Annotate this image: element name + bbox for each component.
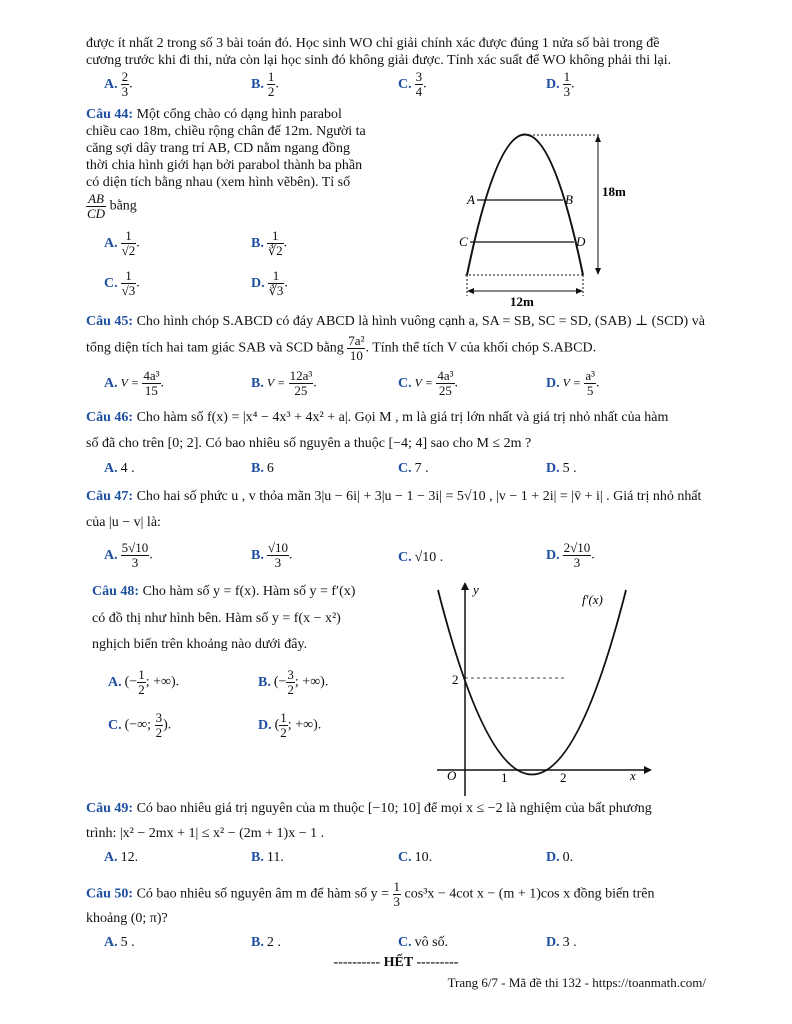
label-height: 18m [602, 184, 626, 199]
fprime-curve [438, 590, 626, 775]
q49-option-b: B. 11. [251, 850, 284, 865]
label-c: C [459, 234, 468, 249]
q48-option-b: B. (− $\frac{3}{2}$ ; +∞). [258, 667, 329, 697]
q45-option-a: A. V = $\frac{\text{4a³}}{15}$ . [104, 368, 165, 398]
intro-option-d: D. $\frac{1}{3}$ . [546, 69, 575, 99]
q44-label: Câu 44: [86, 107, 134, 122]
q45-option-d: D. V = $\frac{\text{a³}}{5}$ . [546, 368, 600, 398]
q45-line-2: tổng diện tích hai tam giác SAB và SCD bằng $\frac{\text{7a²}}{10}$ . Tính thể tích V của khối chóp S.ABCD. [86, 333, 597, 363]
q44-option-a: A. $\frac{1}{√2}$ . [104, 228, 140, 258]
q49-option-c: C. 10. [398, 850, 433, 865]
q44-option-d: D. $\frac{1}{∛3}$ . [251, 268, 288, 298]
height-arrow-bottom [595, 268, 601, 275]
q46-line-2: số đã cho trên [0; 2]. Có bao nhiêu số nguyên a thuộc [−4; 4] sao cho M ≤ 2m ? [86, 436, 532, 451]
tick-y2: 2 [452, 672, 459, 687]
q44-option-c: C. $\frac{1}{√3}$ . [104, 268, 140, 298]
q48-option-a: A. (− $\frac{1}{2}$ ; +∞). [108, 667, 180, 697]
q47-label: Câu 47: [86, 489, 134, 504]
q49-option-d: D. 0. [546, 850, 574, 865]
origin-label: O [447, 768, 457, 783]
q49-option-a: A. 12. [104, 850, 139, 865]
q50-option-c: C. vô số. [398, 935, 449, 950]
label-d: D [576, 234, 586, 249]
q44-line-4: thời chia hình giới hạn bởi parabol thành ba phần [86, 158, 363, 173]
derivative-graph [437, 580, 653, 798]
q48-option-c: C. (−∞; $\frac{3}{2}$ ). [108, 710, 172, 740]
q50-option-b: B. 2 . [251, 935, 281, 950]
q46-option-c: C. 7 . [398, 461, 429, 476]
q44-ratio: $\frac{AB}{CD}$ bằng [87, 191, 137, 221]
width-arrow-right [576, 288, 583, 294]
intro-line-1: được ít nhất 2 trong số 3 bài toán đó. Học sinh WO chỉ giải chính xác được đúng 1 nửa số bài trong đề [86, 36, 660, 51]
q47-line-2: của |u − v| là: [86, 515, 161, 530]
q44-line-2: chiều cao 18m, chiều rộng chân đế 12m. Người ta [86, 124, 366, 139]
intro-option-c: C. $\frac{3}{4}$ . [398, 69, 427, 99]
page-footer: Trang 6/7 - Mã đề thi 132 - https://toanmath.com/ [447, 975, 706, 990]
q50-option-d: D. 3 . [546, 935, 577, 950]
q44-line-3: căng sợi dây trang trí AB, CD nằm ngang đồng [86, 141, 351, 156]
q44-line-1: Câu 44: Một cổng chào có dạng hình parabol [86, 107, 342, 122]
q46-option-a: A. 4 . [104, 461, 135, 476]
q46-line-1: Câu 46: Cho hàm số f(x) = |x⁴ − 4x³ + 4x² + a|. Gọi M , m là giá trị lớn nhất và giá trị nhỏ nhất của hàm [86, 410, 669, 425]
y-axis-arrow [461, 582, 469, 590]
q47-option-c: C. √10 . [398, 550, 444, 565]
q50-option-a: A. 5 . [104, 935, 135, 950]
q48-option-d: D. ( $\frac{1}{2}$ ; +∞). [258, 710, 322, 740]
q49-line-2: trình: |x² − 2mx + 1| ≤ x² − (2m + 1)x − 1 . [86, 826, 325, 841]
q48-line-1: Câu 48: Cho hàm số y = f(x). Hàm số y = f′(x) [92, 584, 356, 599]
q50-label: Câu 50: [86, 886, 134, 902]
q45-option-b: B. V = $\frac{\text{12a³}}{25}$ . [251, 368, 317, 398]
q48-line-3: nghịch biến trên khoảng nào dưới đây. [92, 637, 308, 652]
tick-1: 1 [501, 770, 508, 785]
q45-option-c: C. V = $\frac{\text{4a³}}{25}$ . [398, 368, 459, 398]
x-axis-arrow [644, 766, 652, 774]
label-a: A [467, 192, 475, 207]
height-arrow-top [595, 135, 601, 142]
intro-option-a: A. $\frac{2}{3}$ . [104, 69, 133, 99]
y-label: y [473, 582, 479, 597]
q49-line-1: Câu 49: Có bao nhiêu giá trị nguyên của m thuộc [−10; 10] để mọi x ≤ −2 là nghiệm của bất phương [86, 801, 652, 816]
intro-option-b: B. $\frac{1}{2}$ . [251, 69, 279, 99]
q44-line-5: có diện tích bằng nhau (xem hình vẽbên). Tỉ số [86, 175, 351, 190]
q48-line-2: có đồ thị như hình bên. Hàm số y = f(x − x²) [92, 611, 341, 626]
intro-line-2: cương trước khi đi thi, nửa còn lại học sinh đó không giải được. Tính xác suất để WO không phải thi lại. [86, 53, 672, 68]
q47-option-b: B. $\frac{√10}{3}$ . [251, 540, 293, 570]
q46-option-d: D. 5 . [546, 461, 577, 476]
q50-line-1: Câu 50: Có bao nhiêu số nguyên âm m để hàm số y = $\frac{1}{3}$ cos³x − 4cot x − (m + 1)cos x đồng biến trên [86, 879, 655, 909]
q45-label: Câu 45: [86, 314, 134, 329]
q48-label: Câu 48: [92, 584, 140, 599]
q50-line-2: khoảng (0; π)? [86, 911, 168, 926]
q49-label: Câu 49: [86, 801, 134, 816]
q47-option-d: D. $\frac{2√10}{3}$ . [546, 540, 595, 570]
x-label: x [630, 768, 636, 783]
label-b: B [565, 192, 573, 207]
q44-option-b: B. $\frac{1}{∛2}$ . [251, 228, 288, 258]
q46-option-b: B. 6 [251, 461, 274, 476]
q47-option-a: A. $\frac{5√10}{3}$ . [104, 540, 153, 570]
width-arrow-left [467, 288, 474, 294]
q46-label: Câu 46: [86, 410, 134, 425]
end-marker: ---------- HẾT --------- [333, 955, 459, 970]
curve-label: f′(x) [582, 592, 603, 607]
q47-line-1: Câu 47: Cho hai số phức u , v thỏa mãn 3|u − 6i| + 3|u − 1 − 3i| = 5√10 , |v − 1 + 2i| = |v̄ + i| . Giá trị nhỏ nhất [86, 489, 702, 504]
parabola-gate-figure [455, 128, 645, 310]
q45-line-1: Câu 45: Cho hình chóp S.ABCD có đáy ABCD là hình vuông cạnh a, SA = SB, SC = SD, (SAB) ⊥ (SCD) và [86, 314, 705, 329]
tick-2: 2 [560, 770, 567, 785]
label-width: 12m [510, 294, 534, 309]
